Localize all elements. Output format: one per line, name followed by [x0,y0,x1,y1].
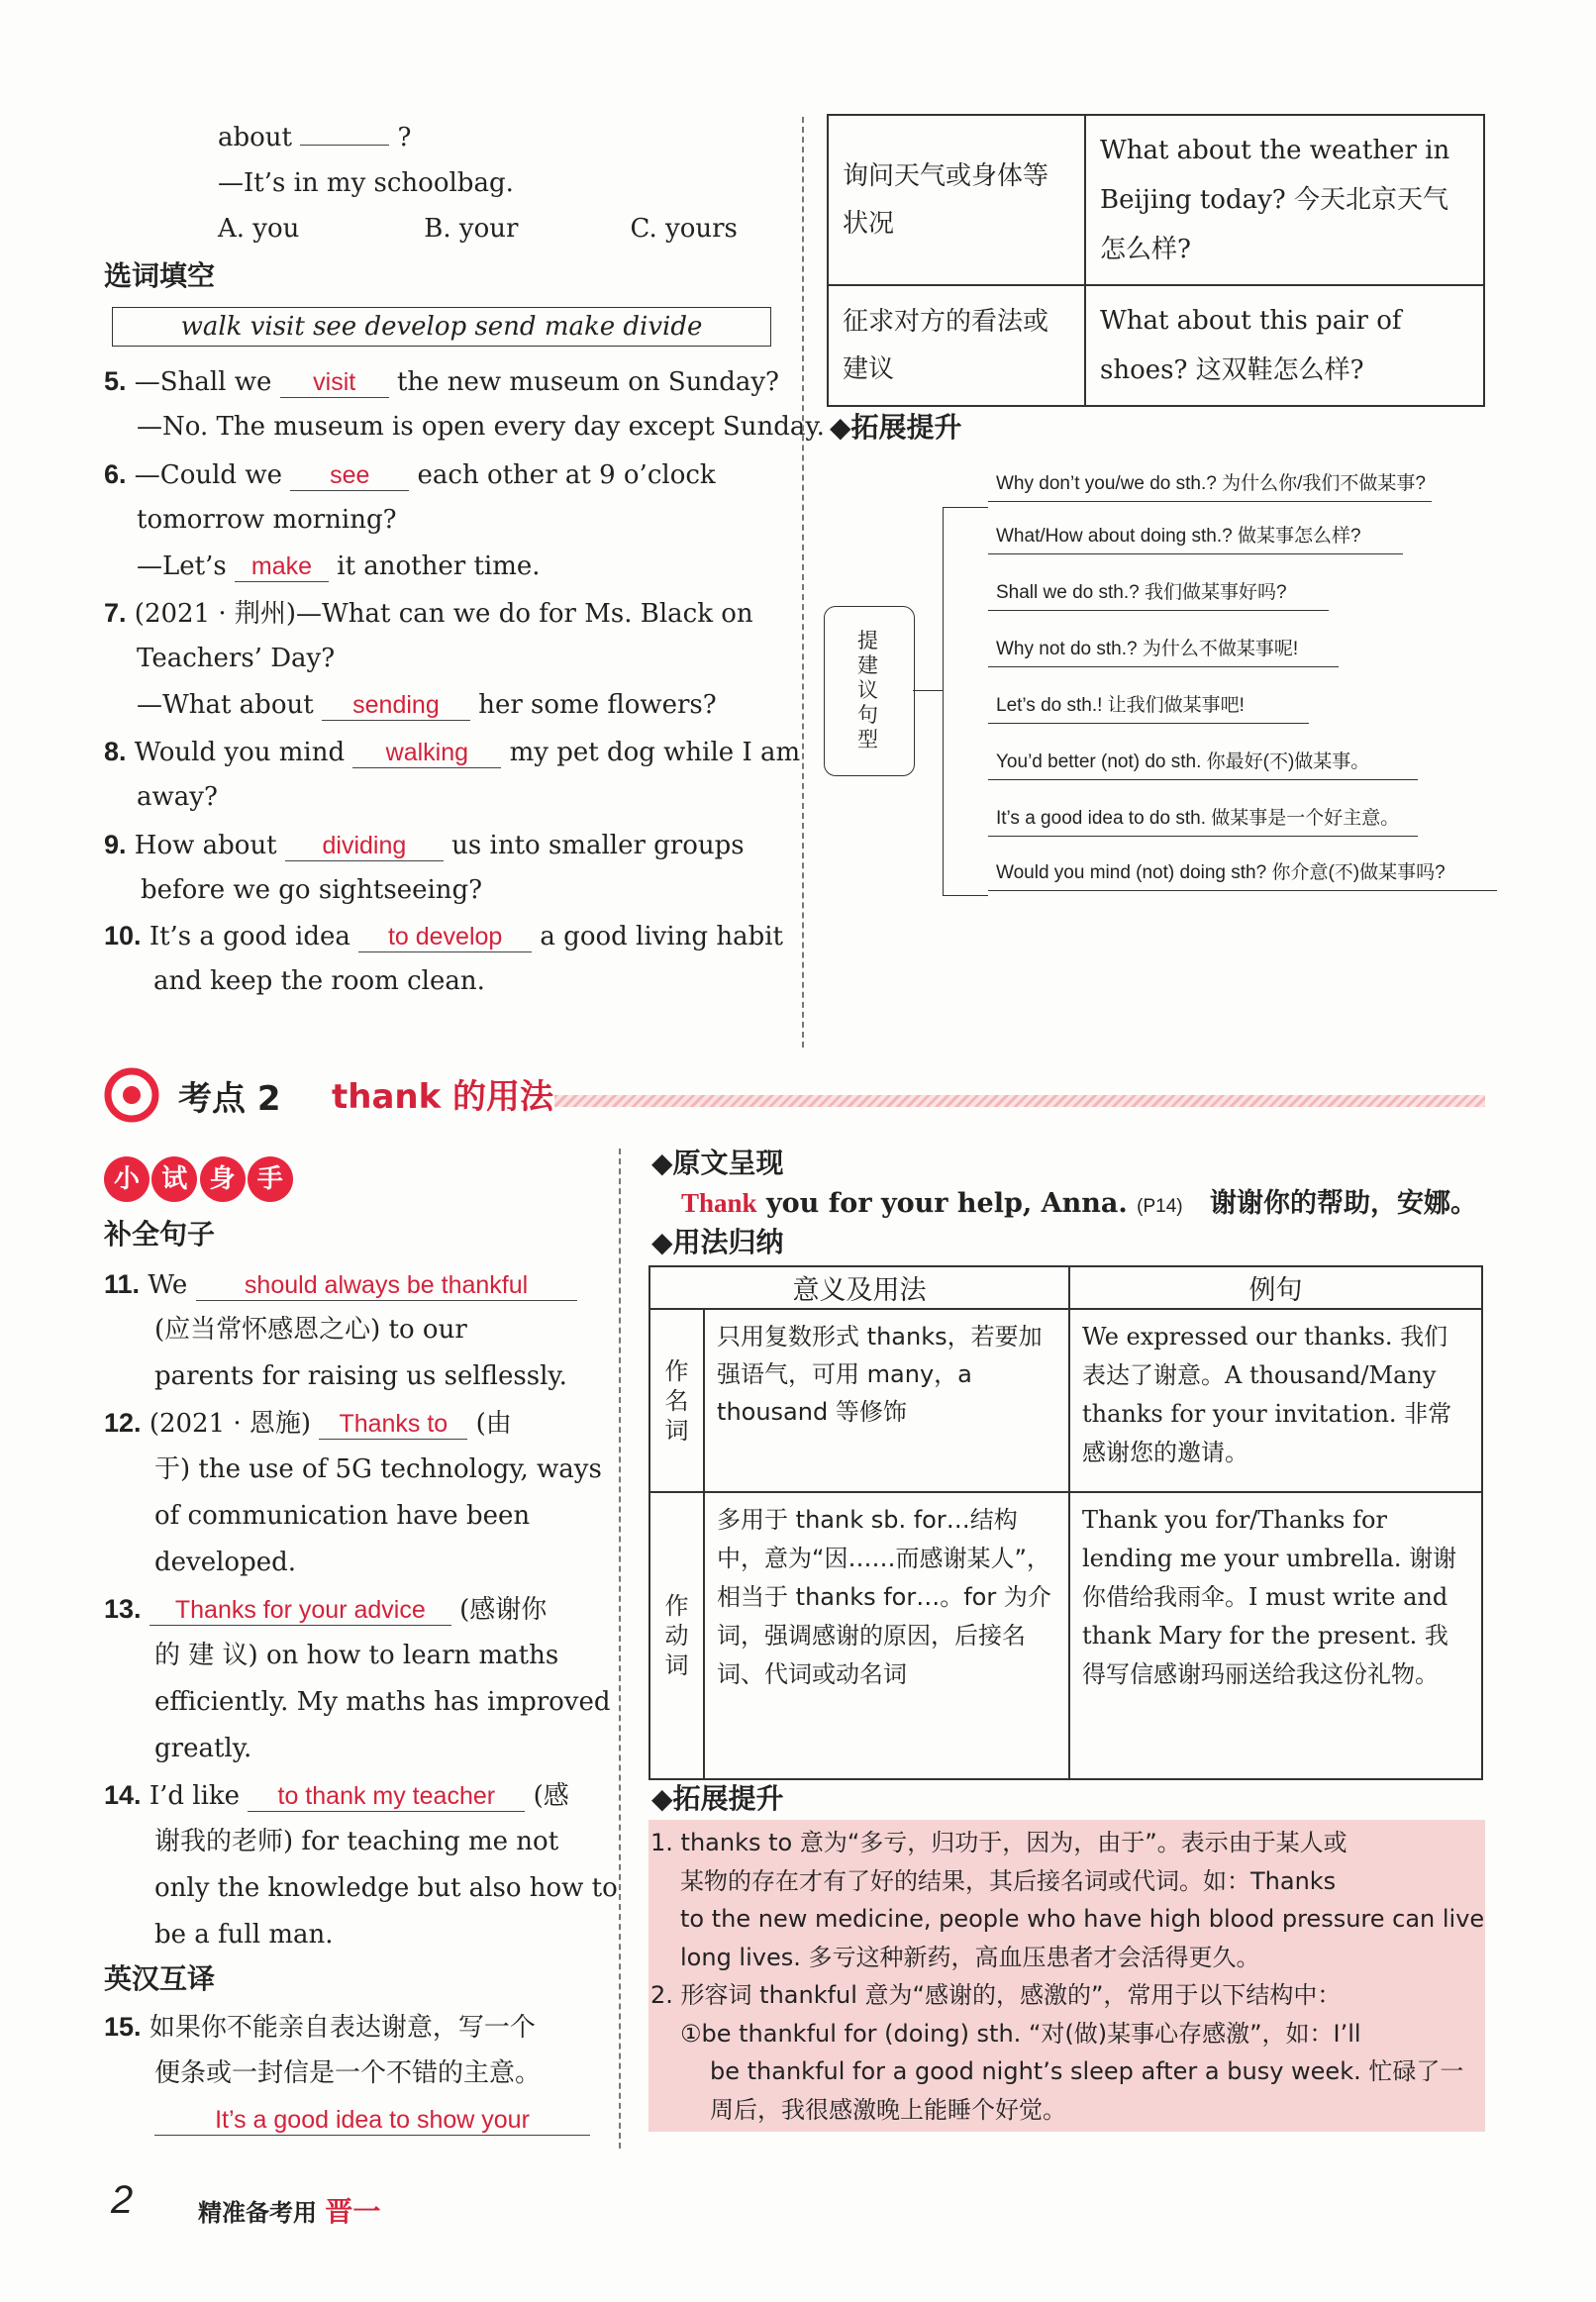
tree-item-7: Would you mind (not) doing sth? 你介意(不)做某事吗? [988,857,1497,891]
tree-connector [913,690,943,691]
table1-use-weather: 询问天气或身体等状况 [828,115,1085,285]
tree-item-3: Why not do sth.? 为什么不做某事呢! [988,634,1339,667]
row-verb-type: 作动词 [649,1492,704,1779]
word-box: walk visit see develop send make divide [112,307,771,347]
prev-question-line1: about ? [218,123,412,152]
q15-line3 [154,2103,590,2137]
expand-box [648,1820,1485,2132]
q7-line3: —What about sending her some flowers? [137,690,717,720]
q15-line2: 便条或一封信是一个不错的主意。 [154,2058,542,2088]
expand-line: long lives. 多亏这种新药，高血压患者才会活得更久。 [680,1943,1260,1971]
expand-line: be thankful for a good night’s sleep after a busy week. 忙碌了一 [710,2057,1464,2085]
q13-line1: 13. Thanks for your advice (感谢你 [104,1594,548,1625]
q13-line2: 的 建 议) on how to learn maths [154,1641,559,1670]
expand-line: to the new medicine, people who have high blood pressure can live [680,1905,1485,1933]
tree-item-2: Shall we do sth.? 我们做某事好吗? [988,577,1329,611]
tree-item-6: It’s a good idea to do sth. 做某事是一个好主意。 [988,803,1418,837]
badge-char: 小 [104,1156,150,1202]
q11-line3: parents for raising us selflessly. [154,1361,567,1391]
section2-title: thank 的用法 [332,1077,554,1117]
badge-char: 试 [151,1156,197,1202]
q12-answer[interactable]: Thanks to [319,1409,467,1440]
expand-line: 某物的存在才有了好的结果，其后接名词或代词。如：Thanks [680,1866,1337,1895]
thank-usage-table [648,1265,1483,1780]
q8-line1: 8. Would you mind walking my pet dog while I am [104,737,801,767]
q6-line2: tomorrow morning? [137,505,397,535]
q11-line1: 11. We should always be thankful [104,1267,577,1302]
q13-line4: greatly. [154,1734,252,1763]
q7-answer[interactable]: sending [322,690,470,721]
q14-answer[interactable]: to thank my teacher [248,1781,525,1812]
row-verb-example: Thank you for/Thanks for lending me your umbrella. 谢谢你借给我雨伞。I must write and thank Mary for the present. 我得写信感谢玛丽送给我这份礼物。 [1069,1492,1482,1779]
expand-line: 2. 形容词 thankful 意为“感谢的，感激的”，常用于以下结构中： [650,1981,1342,2009]
q7-line1: 7. (2021 · 荆州)—What can we do for Ms. Black on [104,598,753,629]
q9-line1: 9. How about dividing us into smaller groups [104,830,745,860]
q5-answer[interactable]: visit [280,367,389,398]
row-noun-meaning: 只用复数形式 thanks，若要加强语气，可用 many，a thousand 等修饰 [704,1309,1069,1492]
q13-answer[interactable]: Thanks for your advice [150,1595,451,1626]
q15-line1: 15. 如果你不能亲自表达谢意，写一个 [104,2012,536,2043]
q6-answer2[interactable]: make [235,551,329,582]
badge-char: 身 [200,1156,246,1202]
q6-line3: —Let’s make it another time. [137,551,541,581]
q13-line3: efficiently. My maths has improved [154,1687,611,1717]
q12-line4: developed. [154,1548,297,1577]
expand-title-bottom: ◆拓展提升 [651,1782,784,1815]
expand-line: 周后，我很感激晚上能睡个好觉。 [710,2095,1066,2124]
q6-line1: 6. —Could we see each other at 9 o’clock [104,459,716,490]
q14-line2: 谢我的老师) for teaching me not [154,1827,559,1856]
q9-line2: before we go sightseeing? [141,875,483,905]
row-noun-example: We expressed our thanks. 我们表达了谢意。A thousand/Many thanks for your invitation. 非常感谢您的邀请。 [1069,1309,1482,1492]
q14-line1: 14. I’d like to thank my teacher (感 [104,1780,569,1811]
section-fill-title: 选词填空 [104,259,216,292]
q10-line1: 10. It’s a good idea to develop a good living habit [104,921,783,951]
complete-title: 补全句子 [104,1218,216,1251]
translate-title: 英汉互译 [104,1962,216,1995]
target-icon [104,1067,159,1123]
usage-title: ◆用法归纳 [651,1226,784,1258]
q14-line4: be a full man. [154,1920,334,1950]
q12-line1: 12. (2021 · 恩施) Thanks to (由 [104,1408,512,1439]
q6-answer[interactable]: see [290,460,409,491]
q5-line1: 5. —Shall we visit the new museum on Sunday? [104,366,779,397]
tree-branch [943,507,988,508]
tree-branch [943,895,988,896]
th-meaning: 意义及用法 [649,1266,1069,1309]
q10-line2: and keep the room clean. [153,966,485,996]
q12-line3: of communication have been [154,1501,531,1531]
expand-line: 1. thanks to 意为“多亏，归功于，因为，由于”。表示由于某人或 [650,1829,1347,1856]
column-divider-top [802,117,804,1048]
what-about-table [827,114,1485,407]
column-divider-bottom [619,1149,621,2149]
q14-line3: only the knowledge but also how to [154,1873,618,1903]
prev-question-line2: —It’s in my schoolbag. [218,168,514,198]
footer-book: 精准备考用 晋一 [198,2195,381,2228]
q9-answer[interactable]: dividing [285,831,444,861]
tree-item-0: Why don’t you/we do sth.? 为什么你/我们不做某事? [988,468,1432,502]
row-verb-meaning: 多用于 thank sb. for…结构中，意为“因……而感谢某人”，相当于 thanks for…。for 为介词，强调感谢的原因，后接名词、代词或动名词 [704,1492,1069,1779]
row-noun-type: 作名词 [649,1309,704,1492]
q10-answer[interactable]: to develop [358,922,532,952]
page-number: 2 [111,2178,134,2222]
q12-line2: 于) the use of 5G technology, ways [154,1454,602,1484]
tree-trunk [943,507,944,895]
expand-title-top: ◆拓展提升 [830,411,962,444]
tree-item-4: Let’s do sth.! 让我们做某事吧! [988,690,1309,724]
q8-answer[interactable]: walking [352,738,501,768]
table1-example-advice: What about this pair of shoes? 这双鞋怎么样? [1085,285,1484,406]
try-badge [104,1156,287,1202]
expand-line: ①be thankful for (doing) sth. “对(做)某事心存感激”，如：I’ll [680,2019,1361,2048]
q11-line2: (应当常怀感恩之心) to our [154,1315,467,1345]
prev-options: A. you B. your C. yours [218,214,738,244]
q5-line2: —No. The museum is open every day except Sunday. [137,412,825,442]
orig-title: ◆原文呈现 [651,1147,784,1179]
tree-root-label: 提建议句型 [857,629,878,751]
orig-sentence: Thank you for your help, Anna. (P14) 谢谢你的帮助，安娜。 [681,1188,1478,1219]
q11-answer[interactable]: should always be thankful [196,1270,577,1301]
tree-item-1: What/How about doing sth.? 做某事怎么样? [988,521,1403,554]
th-example: 例句 [1069,1266,1482,1309]
section2-label: 考点 2 [178,1079,281,1119]
table1-example-weather: What about the weather in Beijing today? 今天北京天气怎么样? [1085,115,1484,285]
table1-use-advice: 征求对方的看法或建议 [828,285,1085,406]
q15-answer[interactable]: It’s a good idea to show your [154,2105,590,2136]
badge-char: 手 [248,1156,293,1202]
section2-rule [554,1095,1485,1107]
tree-item-5: You’d better (not) do sth. 你最好(不)做某事。 [988,747,1418,780]
q8-line2: away? [137,782,218,812]
q7-line2: Teachers’ Day? [137,644,336,673]
tree-root-box [824,606,915,776]
